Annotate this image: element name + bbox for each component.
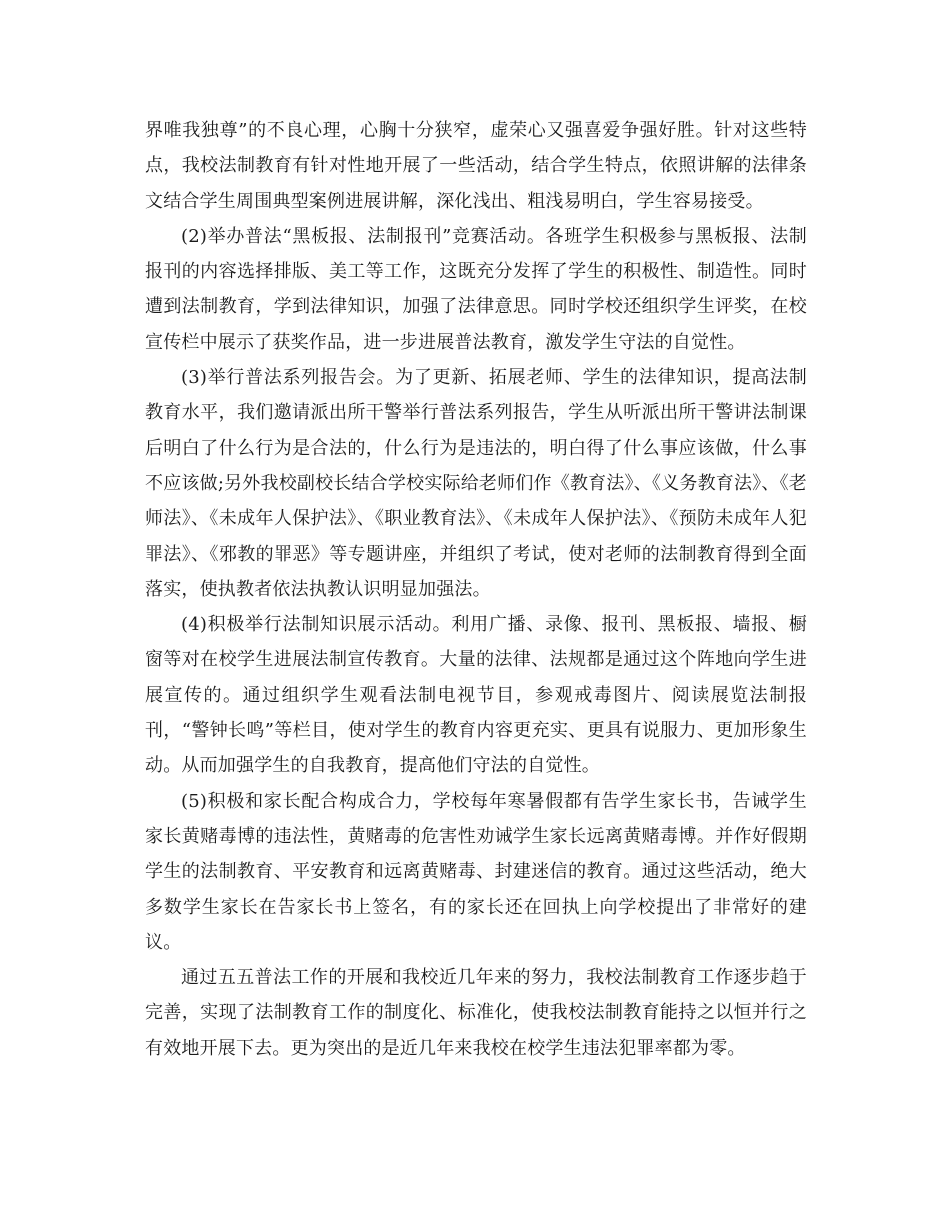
- paragraph-item-2: (2)举办普法“黑板报、法制报刊”竞赛活动。各班学生积极参与黑板报、法制报刊的内容选择排版、美工等工作，这既充分发挥了学生的积极性、制造性。同时遭到法制教育，学到法律知识，加强了法律意思。同时学校还组织学生评奖，在校宣传栏中展示了获奖作品，进一步进展普法教育，激发学生守法的自觉性。: [145, 225, 807, 353]
- paragraph-item-5: (5)积极和家长配合构成合力，学校每年寒暑假都有告学生家长书，告诫学生家长黄赌毒博的违法性，黄赌毒的危害性劝诫学生家长远离黄赌毒博。并作好假期学生的法制教育、平安教育和远离黄赌毒、封建迷信的教育。通过这些活动，绝大多数学生家长在告家长书上签名，有的家长还在回执上向学校提出了非常好的建议。: [145, 790, 807, 953]
- document-page: [145, 113, 807, 1066]
- paragraph-continuation: 界唯我独尊”的不良心理，心胸十分狭窄，虚荣心又强喜爱争强好胜。针对这些特点，我校法制教育有针对性地开展了一些活动，结合学生特点，依照讲解的法律条文结合学生周围典型案例进展讲解，深化浅出、粗浅易明白，学生容易接受。: [145, 120, 807, 212]
- paragraph-item-4: (4)积极举行法制知识展示活动。利用广播、录像、报刊、黑板报、墙报、橱窗等对在校学生进展法制宣传教育。大量的法律、法规都是通过这个阵地向学生进展宣传的。通过组织学生观看法制电视节目，参观戒毒图片、阅读展览法制报刊，“警钟长鸣”等栏目，使对学生的教育内容更充实、更具有说服力、更加形象生动。从而加强学生的自我教育，提高他们守法的自觉性。: [145, 614, 807, 777]
- paragraph-conclusion: 通过五五普法工作的开展和我校近几年来的努力，我校法制教育工作逐步趋于完善，实现了法制教育工作的制度化、标准化，使我校法制教育能持之以恒并行之有效地开展下去。更为突出的是近几年来我校在校学生违法犯罪率都为零。: [145, 967, 807, 1059]
- paragraph-item-3: (3)举行普法系列报告会。为了更新、拓展老师、学生的法律知识，提高法制教育水平，我们邀请派出所干警举行普法系列报告，学生从听派出所干警讲法制课后明白了什么行为是合法的，什么行为是违法的，明白得了什么事应该做，什么事不应该做;另外我校副校长结合学校实际给老师们作《教育法》、《义务教育法》、《老师法》、《未成年人保护法》、《职业教育法》、《未成年人保护法》、《预防未成年人犯罪法》、《邪教的罪恶》等专题讲座，并组织了考试，使对老师的法制教育得到全面落实，使执教者依法执教认识明显加强法。: [145, 367, 807, 600]
